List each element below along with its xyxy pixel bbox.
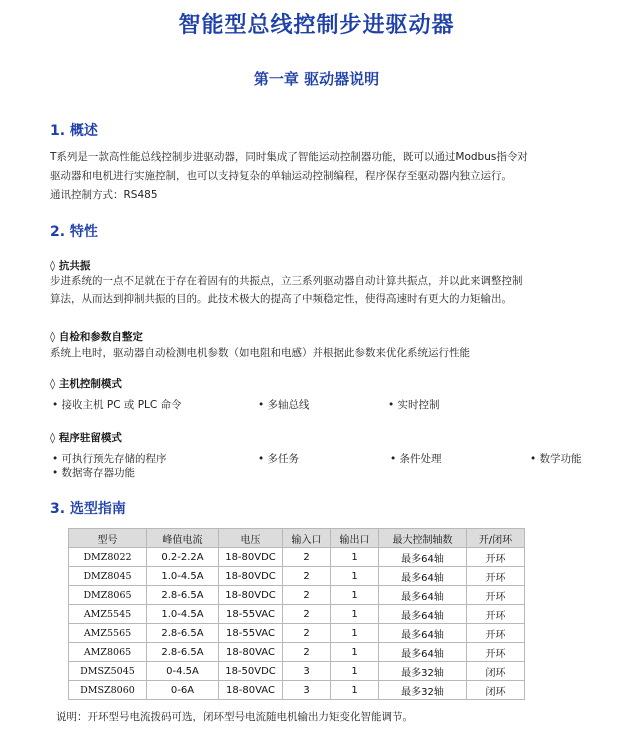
- table-cell: 1: [331, 624, 379, 643]
- selftest-title: ◊ 自检和参数自整定: [50, 331, 143, 343]
- table-cell: 3: [283, 662, 331, 681]
- table-cell: 18-80VDC: [219, 586, 283, 605]
- table-cell: 1: [331, 548, 379, 567]
- table-cell: 2.8-6.5A: [147, 624, 219, 643]
- column-header: 开/闭环: [467, 529, 525, 548]
- table-cell: 18-55VAC: [219, 624, 283, 643]
- overview-line-3: 通讯控制方式：RS485: [50, 189, 158, 201]
- table-cell: 1: [331, 586, 379, 605]
- table-row: [69, 681, 525, 700]
- table-cell: 0.2-2.2A: [147, 548, 219, 567]
- overview-line-2: 驱动器和电机进行实施控制，也可以支持复杂的单轴运动控制编程，程序保存至驱动器内独立运行。: [50, 170, 512, 182]
- selection-table: [68, 528, 525, 700]
- program-mode-title: ◊ 程序驻留模式: [50, 432, 122, 444]
- program-mode-item: • 数学功能: [530, 453, 582, 465]
- table-row: [69, 624, 525, 643]
- table-cell: 2.8-6.5A: [147, 586, 219, 605]
- table-cell: 1: [331, 662, 379, 681]
- table-cell: 1: [331, 681, 379, 700]
- table-cell: 闭环: [467, 662, 525, 681]
- table-cell: 最多64轴: [379, 548, 467, 567]
- table-cell: 开环: [467, 548, 525, 567]
- column-header: 型号: [69, 529, 147, 548]
- table-row: [69, 605, 525, 624]
- host-mode-item: • 接收主机 PC 或 PLC 命令: [52, 399, 182, 411]
- table-cell: 18-80VDC: [219, 548, 283, 567]
- table-cell: 1.0-4.5A: [147, 567, 219, 586]
- table-cell: 1: [331, 643, 379, 662]
- table-cell: 18-80VAC: [219, 681, 283, 700]
- column-header: 输入口: [283, 529, 331, 548]
- host-mode-title: ◊ 主机控制模式: [50, 378, 122, 390]
- overview-heading: 1. 概述: [50, 123, 98, 139]
- table-cell: 18-80VDC: [219, 567, 283, 586]
- program-mode-item: • 可执行预先存储的程序: [52, 453, 167, 465]
- table-header-row: [69, 529, 525, 548]
- model-cell: DMZ8045: [69, 567, 147, 586]
- table-cell: 2: [283, 624, 331, 643]
- model-cell: AMZ5565: [69, 624, 147, 643]
- table-cell: 闭环: [467, 681, 525, 700]
- table-cell: 最多64轴: [379, 586, 467, 605]
- table-cell: 0-4.5A: [147, 662, 219, 681]
- table-cell: 18-55VAC: [219, 605, 283, 624]
- host-mode-item: • 实时控制: [388, 399, 440, 411]
- table-cell: 18-80VAC: [219, 643, 283, 662]
- column-header: 电压: [219, 529, 283, 548]
- table-row: [69, 567, 525, 586]
- table-cell: 3: [283, 681, 331, 700]
- program-mode-item: • 数据寄存器功能: [52, 467, 136, 479]
- model-cell: AMZ5545: [69, 605, 147, 624]
- selection-note: 说明：开环型号电流拨码可选，闭环型号电流随电机输出力矩变化智能调节。: [56, 711, 413, 723]
- model-cell: DMZ8022: [69, 548, 147, 567]
- column-header: 峰值电流: [147, 529, 219, 548]
- program-mode-item: • 多任务: [258, 453, 300, 465]
- selftest-line-1: 系统上电时，驱动器自动检测电机参数（如电阻和电感）并根据此参数来优化系统运行性能: [50, 347, 470, 359]
- table-cell: 最多64轴: [379, 567, 467, 586]
- table-cell: 开环: [467, 567, 525, 586]
- table-cell: 开环: [467, 586, 525, 605]
- model-cell: DMSZ5045: [69, 662, 147, 681]
- table-cell: 最多32轴: [379, 662, 467, 681]
- table-cell: 2: [283, 586, 331, 605]
- table-row: [69, 662, 525, 681]
- table-row: [69, 586, 525, 605]
- document-title: 智能型总线控制步进驱动器: [178, 13, 455, 38]
- table-cell: 最多32轴: [379, 681, 467, 700]
- overview-line-1: T系列是一款高性能总线控制步进驱动器，同时集成了智能运动控制器功能，既可以通过Modbus指令对: [50, 151, 528, 163]
- antiresonance-line-1: 步进系统的一点不足就在于存在着固有的共振点，立三系列驱动器自动计算共振点，并以此来调整控制: [50, 275, 523, 287]
- table-cell: 18-50VDC: [219, 662, 283, 681]
- model-cell: DMSZ8060: [69, 681, 147, 700]
- table-cell: 开环: [467, 643, 525, 662]
- program-mode-item: • 条件处理: [390, 453, 442, 465]
- table-cell: 开环: [467, 624, 525, 643]
- table-cell: 2: [283, 548, 331, 567]
- table-cell: 最多64轴: [379, 605, 467, 624]
- table-cell: 2: [283, 643, 331, 662]
- table-cell: 1: [331, 605, 379, 624]
- features-heading: 2. 特性: [50, 224, 98, 240]
- antiresonance-title: ◊ 抗共振: [50, 260, 91, 272]
- table-cell: 1: [331, 567, 379, 586]
- table-cell: 最多64轴: [379, 643, 467, 662]
- table-cell: 最多64轴: [379, 624, 467, 643]
- column-header: 输出口: [331, 529, 379, 548]
- selection-heading: 3. 选型指南: [50, 501, 126, 517]
- table-cell: 2: [283, 605, 331, 624]
- model-cell: DMZ8065: [69, 586, 147, 605]
- table-row: [69, 643, 525, 662]
- table-cell: 开环: [467, 605, 525, 624]
- model-cell: AMZ8065: [69, 643, 147, 662]
- table-cell: 1.0-4.5A: [147, 605, 219, 624]
- table-row: [69, 548, 525, 567]
- table-cell: 2.8-6.5A: [147, 643, 219, 662]
- table-cell: 0-6A: [147, 681, 219, 700]
- antiresonance-line-2: 算法，从而达到抑制共振的目的。此技术极大的提高了中频稳定性，使得高速时有更大的力矩输出。: [50, 293, 512, 305]
- chapter-title: 第一章 驱动器说明: [253, 70, 380, 88]
- column-header: 最大控制轴数: [379, 529, 467, 548]
- host-mode-item: • 多轴总线: [258, 399, 310, 411]
- table-cell: 2: [283, 567, 331, 586]
